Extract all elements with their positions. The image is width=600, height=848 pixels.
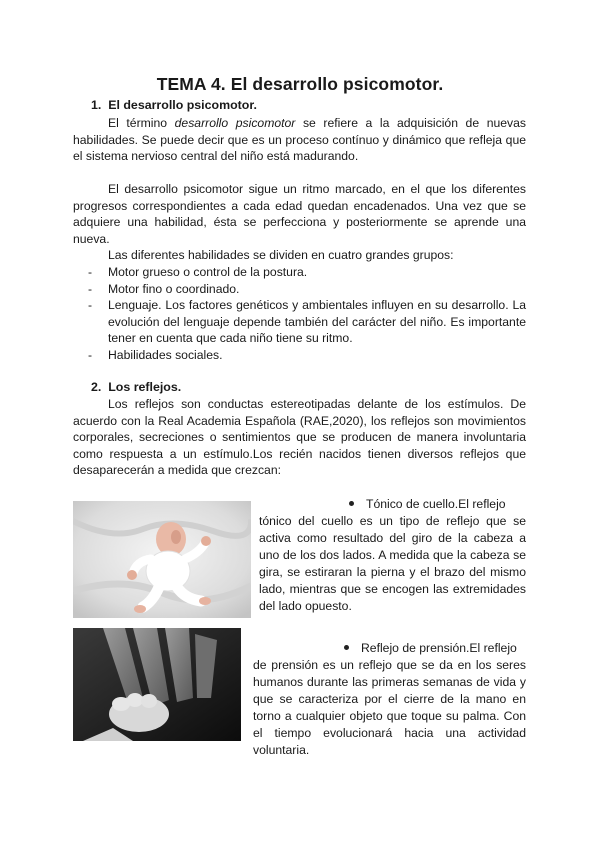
reflex-tonic-neck bbox=[259, 496, 526, 615]
paragraph-definition-term: desarrollo psicomotor bbox=[174, 116, 296, 130]
list-item-text: Motor fino o coordinado. bbox=[108, 281, 240, 296]
paragraph-definition bbox=[73, 115, 526, 165]
reflex-tonic-title: Tónico de cuello.El reflejo bbox=[366, 497, 506, 511]
list-item-text: Motor grueso o control de la postura. bbox=[108, 265, 308, 279]
list-item bbox=[88, 264, 526, 281]
list-dash: - bbox=[88, 347, 93, 362]
bullet-icon bbox=[344, 645, 349, 650]
page-title: TEMA 4. El desarrollo psicomotor. bbox=[156, 74, 444, 94]
reflex-grasp-first-line bbox=[253, 640, 526, 657]
reflex-grasp-text: de prensión es un reflejo que se da en los seres humanos durante las primeras semanas de vida y que se caracteriza por el cierre de la mano en torno a cualquier objeto que toque su palma. Con el tiempo evolucionará hacia una actividad voluntaria. bbox=[253, 658, 526, 757]
list-item bbox=[88, 281, 526, 298]
list-dash: - bbox=[88, 265, 93, 279]
list-item bbox=[88, 347, 526, 364]
list-item-text: Lenguaje. Los factores genéticos y ambientales influyen en su desarrollo. La evolución del lenguaje depende también del carácter del niño. Es importante tener en cuenta que cada niño tiene su ritmo. bbox=[108, 298, 526, 346]
list-dash: - bbox=[88, 298, 93, 313]
paragraph-rhythm: El desarrollo psicomotor sigue un ritmo marcado, en el que los diferentes progresos correspondientes a cada edad quedan encadenados. Una vez que se adquiere una habilidad, ésta se perfecciona y posteriormente se aprende una nueva. bbox=[73, 182, 526, 246]
paragraph-groups-intro: Las diferentes habilidades se dividen en cuatro grandes grupos: bbox=[108, 248, 454, 262]
baby-photo bbox=[73, 501, 251, 618]
section-heading-reflejos: 2. Los reflejos. bbox=[91, 380, 182, 394]
paragraph-definition-start: El término bbox=[108, 116, 175, 130]
reflex-tonic-text: tónico del cuello es un tipo de reflejo que se activa como resultado del giro de la cabeza a uno de los dos lados. A medida que la cabeza se gira, se estiraran la pierna y el brazo del mismo lado, mientras que se encogen las extremidades del lado opuesto. bbox=[259, 514, 526, 613]
list-item-text: Habilidades sociales. bbox=[108, 347, 223, 362]
reflex-grasp bbox=[253, 640, 526, 759]
reflex-tonic-first-line bbox=[259, 496, 526, 513]
reflex-grasp-title: Reflejo de prensión.El reflejo bbox=[361, 641, 517, 655]
list-dash: - bbox=[88, 281, 93, 296]
list-item bbox=[88, 297, 526, 347]
bullet-icon bbox=[349, 501, 354, 506]
section-heading-desarrollo: 1. El desarrollo psicomotor. bbox=[91, 98, 257, 112]
paragraph-reflexes: Los reflejos son conductas estereotipadas delante de los estímulos. De acuerdo con la Real Academia Española (RAE,2020), los reflejos son movimientos corporales, secreciones o sentimientos que se producen de manera involuntaria como respuesta a un estímulo.Los recién nacidos tienen diversos reflejos que desaparecerán a medida que crezcan: bbox=[73, 397, 526, 478]
hands-photo bbox=[73, 628, 241, 741]
paragraph-definition-end: se refiere a la adquisición de nuevas habilidades. Se puede decir que es un proceso contínuo y dinámico que refleja que el sistema nervioso central del niño está madurando. bbox=[73, 116, 527, 164]
skills-list bbox=[88, 264, 526, 364]
